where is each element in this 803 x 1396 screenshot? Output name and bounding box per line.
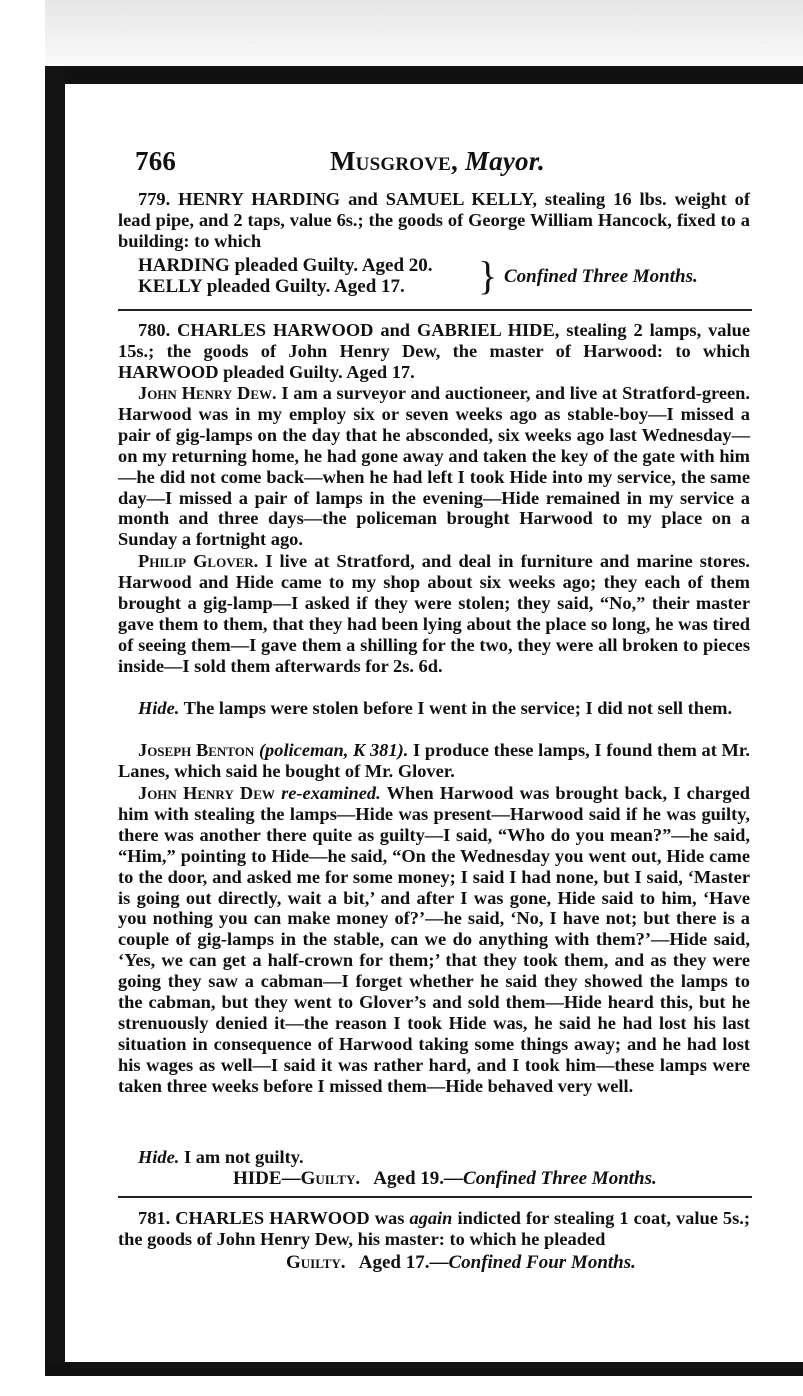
case-781-verdict: Guilty. Aged 17.—Confined Four Months.: [286, 1252, 636, 1273]
glover-testimony: Philip Glover. I live at Stratford, and deal in furniture and marine stores. Harwood and Hide came to my shop about six weeks ago; they each of them brought a gig-lamp—I asked if they were stolen; they said, “No,” their master gave them to them, that they had been lying about the place so long, he was tired of seeing them—I gave them a shilling for the two, they were all broken to pieces inside—I sold them afterwards for 2s. 6d.: [118, 551, 750, 676]
case-781-text: 781. CHARLES HARWOOD was again indicted for stealing 1 coat, value 5s.; the goods of John Henry Dew, his master: to which he pleaded: [118, 1208, 750, 1249]
case-779-sentence: Confined Three Months.: [504, 266, 698, 287]
page-top-margin: [45, 0, 803, 66]
divider-rule-2: [118, 1196, 752, 1198]
page-number: 766: [135, 146, 177, 176]
case-779-pleas: [138, 255, 738, 297]
dew-testimony: John Henry Dew. I am a surveyor and auctioneer, and live at Stratford-green. Harwood was in my employ six or seven weeks ago as stable-boy—I missed a pair of gig-lamps on the day that he absconded, six weeks ago last Wednesday—on my returning home, he had gone away and taken the key of the gate with him—he did not come back—when he had left I took Hide into my service, the same day—I missed a pair of lamps in the evening—Hide remained in my service a month and three days—the policeman brought Harwood to my place on a Sunday a fortnight ago.: [118, 383, 750, 550]
case-780-verdict: HIDE—Guilty. Aged 19.—Confined Three Months.: [233, 1168, 657, 1189]
harding-plea: HARDING pleaded Guilty. Aged 20.: [138, 255, 433, 276]
kelly-plea: KELLY pleaded Guilty. Aged 17.: [138, 276, 405, 297]
book-edge-top: [45, 66, 803, 84]
benton-testimony: Joseph Benton (policeman, K 381). I produce these lamps, I found them at Mr. Lanes, which said he bought of Mr. Glover.: [118, 740, 750, 781]
running-head: Musgrove, Mayor.: [330, 146, 545, 176]
brace: }: [478, 253, 498, 298]
book-edge-left: [45, 66, 65, 1366]
hide-plea-statement: Hide. I am not guilty.: [138, 1147, 304, 1167]
case-779-text: 779. HENRY HARDING and SAMUEL KELLY, stealing 16 lbs. weight of lead pipe, and 2 taps, value 6s.; the goods of George William Hancock, fixed to a building: to which: [118, 189, 750, 251]
dew-reexamination: John Henry Dew re-examined. When Harwood was brought back, I charged him with stealing the lamps—Hide was present—Harwood said if he was guilty, there was another there quite as guilty—I said, “Who do you mean?”—he said, “Him,” pointing to Hide—he said, “On the Wednesday you went out, Hide came to the door, and asked me for some money; I said I had none, but I said, ‘Master is going out directly, wait a bit,’ and after I was gone, Hide said to him, ‘Have you nothing you can make money of?’—he said, ‘No, I have not; but there is a couple of gig-lamps in the stable, can we do anything with them?’—Hide said, ‘Yes, we can get a half-crown for them;’ that they took them, and as they were going they saw a cabman—I forget whether he said they showed the lamps to the cabman, but they went to Glover’s and sold them—Hide heard this, but he strenuously denied it—the reason I took Hide was, he said he had lost his last situation in consequence of Harwood taking some things away; and he had lost his wages as well—I said it was rather hard, and I took him—these lamps were taken three weeks before I missed them—Hide behaved very well.: [118, 783, 751, 1096]
hide-statement: Hide. The lamps were stolen before I went in the service; I did not sell them.: [138, 698, 733, 718]
divider-rule: [118, 309, 752, 311]
case-780-intro: 780. CHARLES HARWOOD and GABRIEL HIDE, stealing 2 lamps, value 15s.; the goods of John Henry Dew, the master of Harwood: to which HARWOOD pleaded Guilty. Aged 17.: [118, 320, 750, 382]
book-edge-bottom: [45, 1362, 803, 1376]
